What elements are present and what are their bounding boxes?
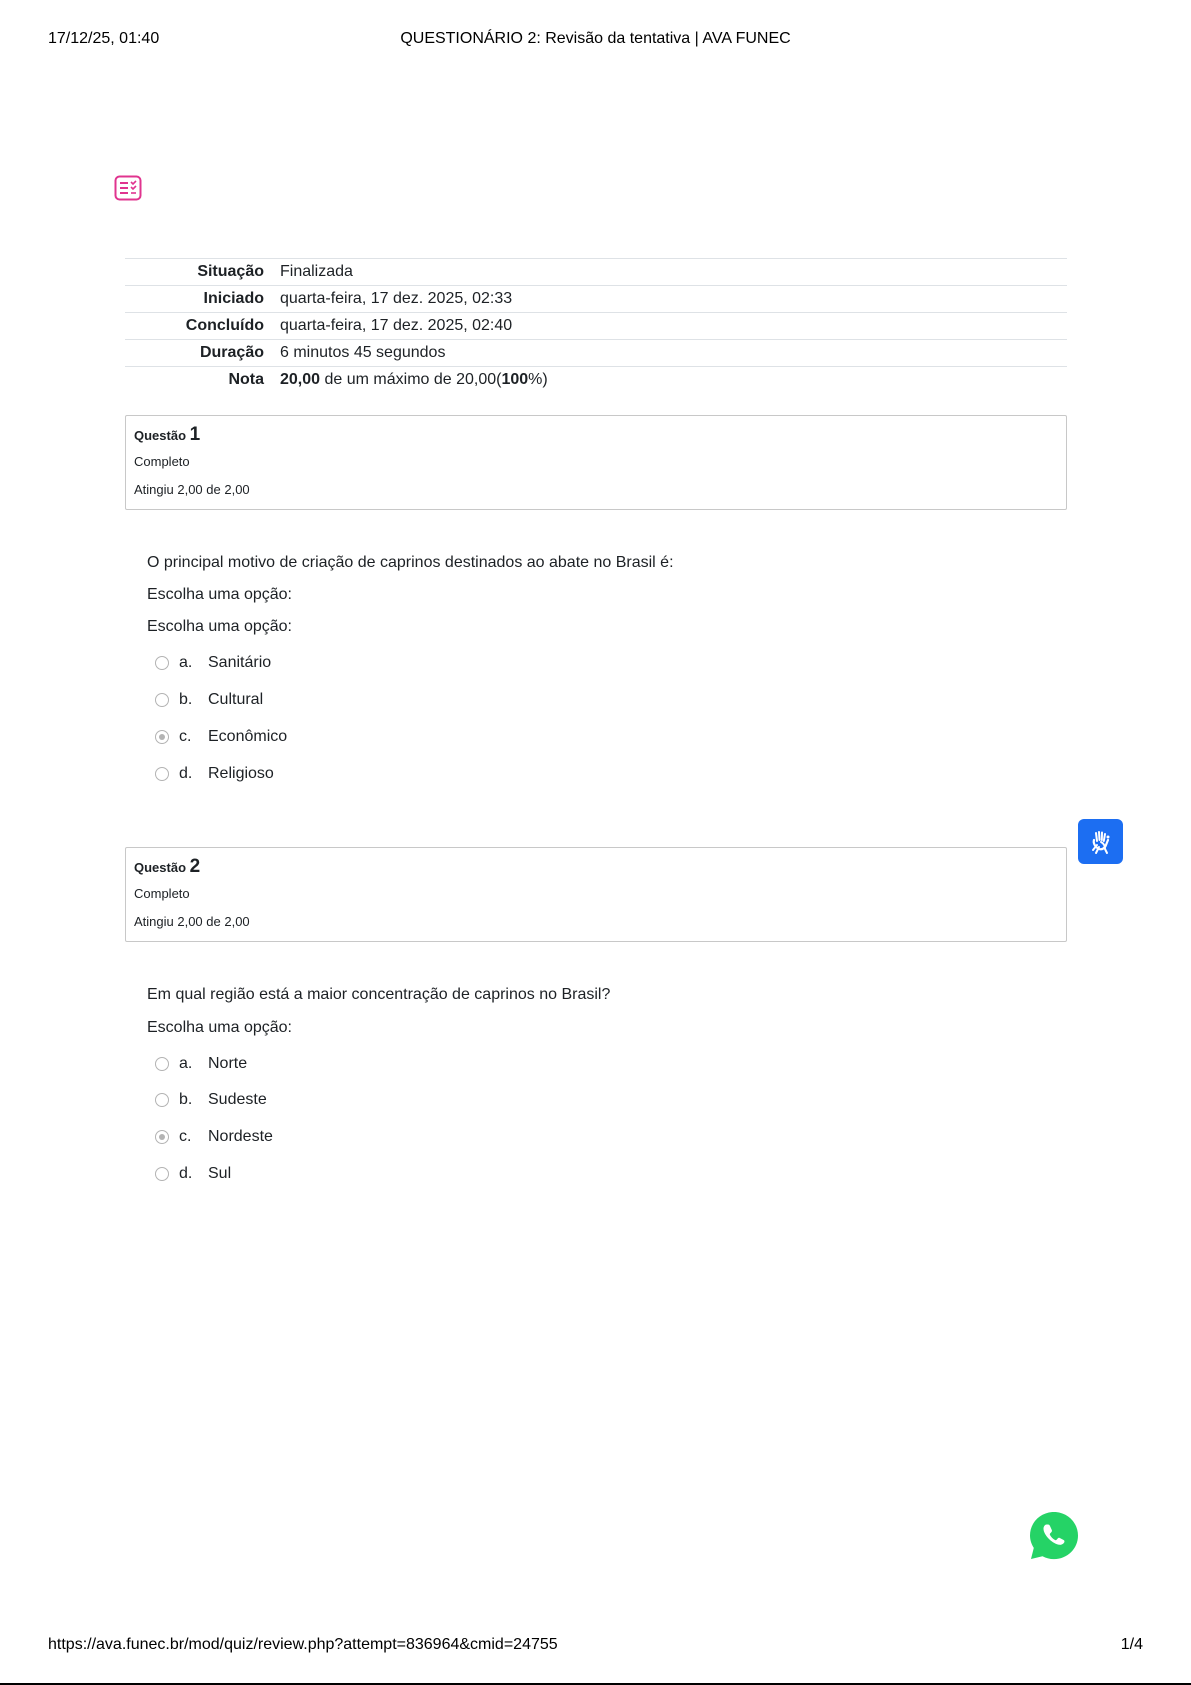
question-2-option-b[interactable]	[155, 1089, 267, 1111]
option-text: Sanitário	[208, 654, 272, 671]
summary-label: Duração	[125, 340, 280, 367]
quiz-navigation-icon[interactable]	[114, 175, 142, 201]
print-footer	[48, 1636, 1143, 1656]
option-text: Norte	[208, 1055, 248, 1072]
sign-language-button[interactable]	[1078, 819, 1123, 864]
question-1-option-c[interactable]	[155, 726, 287, 748]
summary-label: Concluído	[125, 313, 280, 340]
option-letter: a.	[179, 654, 193, 671]
print-header	[48, 30, 1143, 50]
attempt-summary-table	[125, 258, 1067, 394]
summary-label: Nota	[125, 367, 280, 394]
question-num: 1	[189, 424, 201, 445]
question-2-option-c[interactable]	[155, 1126, 273, 1148]
option-letter: d.	[179, 765, 193, 782]
print-page-number: 1/4	[1120, 1636, 1143, 1653]
whatsapp-icon	[1027, 1509, 1081, 1563]
question-state: Completo	[134, 886, 190, 901]
option-text: Sul	[208, 1165, 232, 1182]
question-grade: Atingiu 2,00 de 2,00	[134, 482, 250, 497]
summary-row-duracao	[125, 340, 1067, 367]
question-1-option-d[interactable]	[155, 763, 274, 785]
option-letter: d.	[179, 1165, 193, 1182]
question-state: Completo	[134, 454, 190, 469]
option-text: Econômico	[208, 728, 288, 745]
question-1-text: O principal motivo de criação de caprinos destinados ao abate no Brasil é:	[147, 554, 674, 571]
summary-row-situacao	[125, 259, 1067, 286]
summary-row-nota	[125, 367, 1067, 394]
summary-value: quarta-feira, 17 dez. 2025, 02:40	[280, 313, 1067, 340]
grade-score: 20,00	[280, 371, 321, 389]
grade-suffix: %)	[528, 371, 548, 389]
question-1-option-b[interactable]	[155, 689, 263, 711]
option-letter: b.	[179, 691, 193, 708]
summary-row-iniciado	[125, 286, 1067, 313]
option-text: Nordeste	[208, 1128, 273, 1145]
summary-value: 6 minutos 45 segundos	[280, 340, 1067, 367]
print-timestamp: 17/12/25, 01:40	[48, 30, 160, 47]
summary-label: Iniciado	[125, 286, 280, 313]
question-2-info	[125, 847, 1067, 942]
question-grade: Atingiu 2,00 de 2,00	[134, 914, 250, 929]
radio-button[interactable]	[155, 1057, 169, 1071]
radio-button[interactable]	[155, 656, 169, 670]
question-label: Questão	[134, 428, 187, 443]
print-url: https://ava.funec.br/mod/quiz/review.php?attempt=836964&cmid=24755	[48, 1636, 558, 1653]
option-text: Sudeste	[208, 1091, 267, 1108]
option-text: Cultural	[208, 691, 264, 708]
question-1-prompt-repeat: Escolha uma opção:	[147, 618, 292, 635]
radio-button[interactable]	[155, 693, 169, 707]
whatsapp-button[interactable]	[1027, 1509, 1081, 1563]
grade-middle: de um máximo de 20,00(	[320, 371, 502, 389]
radio-button[interactable]	[155, 1167, 169, 1181]
question-num: 2	[189, 856, 201, 877]
option-letter: c.	[179, 1128, 192, 1145]
summary-label: Situação	[125, 259, 280, 286]
question-1-info	[125, 415, 1067, 510]
option-letter: c.	[179, 728, 192, 745]
print-title: QUESTIONÁRIO 2: Revisão da tentativa | AVA FUNEC	[400, 30, 791, 47]
option-letter: b.	[179, 1091, 193, 1108]
question-1-prompt: Escolha uma opção:	[147, 586, 292, 603]
option-text: Religioso	[208, 765, 274, 782]
question-1-option-a[interactable]	[155, 652, 271, 674]
radio-button[interactable]	[155, 767, 169, 781]
sign-language-icon	[1087, 828, 1115, 856]
question-2-option-d[interactable]	[155, 1163, 231, 1185]
summary-value: quarta-feira, 17 dez. 2025, 02:33	[280, 286, 1067, 313]
summary-value: Finalizada	[280, 259, 1067, 286]
question-2-prompt: Escolha uma opção:	[147, 1019, 292, 1036]
question-2-text: Em qual região está a maior concentração de caprinos no Brasil?	[147, 986, 611, 1003]
summary-row-concluido	[125, 313, 1067, 340]
grade-percent: 100	[501, 371, 529, 389]
radio-button-checked[interactable]	[155, 730, 169, 744]
question-number	[134, 856, 1058, 878]
question-2-option-a[interactable]	[155, 1053, 247, 1075]
option-letter: a.	[179, 1055, 193, 1072]
question-label: Questão	[134, 860, 187, 875]
radio-button-checked[interactable]	[155, 1130, 169, 1144]
summary-grade-value	[280, 367, 1067, 394]
question-number	[134, 424, 1058, 446]
radio-button[interactable]	[155, 1093, 169, 1107]
